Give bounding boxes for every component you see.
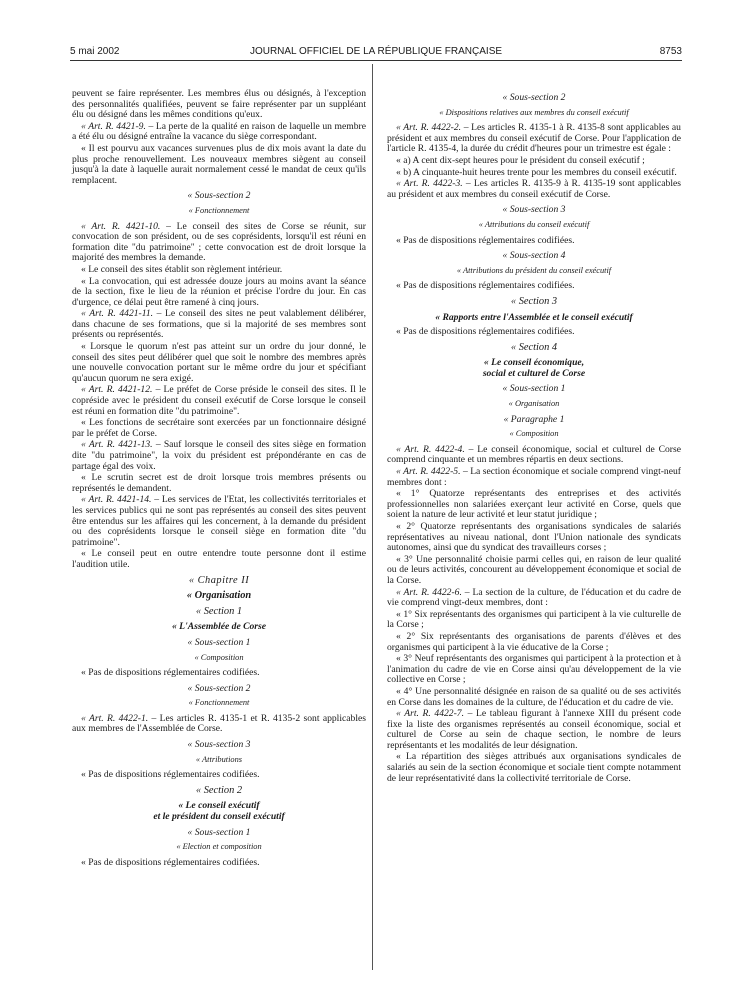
article-text: – Le conseil des sites de Corse se réunit, sur convocation de son président, ou de ses coprésidents, lorsqu'il est réuni en formation dite "du patrimoine" ; cette convocation est de droit lorsque la majorité des membres la demande. [72,220,366,264]
subsection-title: « Attributions [195,754,243,764]
article-text: – La perte de la qualité en raison de laquelle un membre a été élu ou désigné entraîne la vacance du siège correspondant. [72,120,366,143]
paragraph-heading: « Paragraphe 1 [503,413,565,425]
subsection-heading: « Sous-section 2 [502,92,566,103]
article-paragraph [72,440,366,472]
right-column [387,93,681,785]
paragraph: « Pas de dispositions réglementaires codifiées. [396,234,575,246]
paragraph: « Il est pourvu aux vacances survenues plus de dix mois avant la date du plus proche renouvellement. Les nouveaux membres siègent au conseil jusqu'à la date à laquelle aurait normalement cessé le mandat de ceux qu'ils remplacent. [72,142,366,186]
subsection-title: « Fonctionnement [188,205,250,215]
article-text: – La section économique et sociale comprend vingt-neuf membres dont : [387,466,681,488]
paragraph: « 2° Quatorze représentants des organisations syndicales de salariés représentatives au niveau national, dont l'Union nationale des syndicats autonomes, ainsi que du syndicat des travailleurs corses ; [387,521,681,554]
section-heading: « Section 3 [510,295,558,307]
article-ref: « Art. R. 4421-11. [81,308,154,320]
article-text: – La section de la culture, de l'éducation et du cadre de vie comprend vingt-deux membres, dont : [387,586,681,609]
article-paragraph [72,122,366,143]
article-paragraph [72,714,366,735]
chapter-heading: « Chapitre II [188,574,250,586]
left-column [72,89,366,869]
article-paragraph [387,179,681,200]
article-ref: « Art. R. 4421-12. [81,384,153,396]
article-paragraph [387,123,681,155]
article-paragraph [387,445,681,466]
paragraph: « 3° Une personnalité choisie parmi celles qui, en raison de leur qualité ou de leurs activités, concourent au développement économique et social de la Corse. [387,553,681,586]
subsection-title: « Composition [194,652,244,662]
section-title-line2: social et culturel de Corse [482,367,586,379]
article-ref: « Art. R. 4422-2. [396,122,462,134]
article-text: – Les articles R. 4135-1 et R. 4135-2 sont applicables aux membres de l'Assemblée de Corse. [72,712,366,735]
paragraph: « Pas de dispositions réglementaires codifiées. [396,280,575,292]
article-paragraph [387,467,681,488]
subsection-title: « Dispositions relatives aux membres du conseil exécutif [439,107,629,117]
subsection-title: « Attributions du conseil exécutif [478,219,590,229]
paragraph: « Le conseil des sites établit son règlement intérieur. [81,263,283,275]
subsection-title: « Election et composition [176,842,262,852]
subsection-heading: « Sous-section 1 [187,826,251,838]
paragraph: « 2° Six représentants des organisations de parents d'élèves et des organismes qui participent à la vie éducative de la Corse ; [387,630,681,653]
subsection-heading: « Sous-section 1 [502,383,566,395]
section-title: « Rapports entre l'Assemblée et le conseil exécutif [435,311,633,323]
subsection-title: « Attributions du président du conseil exécutif [456,265,612,275]
article-ref: « Art. R. 4422-5. [396,466,461,478]
paragraph: « La convocation, qui est adressée douze jours au moins avant la séance de la section, fixe le lieu de la réunion et précise l'ordre du jour. En cas d'urgence, ce délai peut être ramené à cinq jours. [72,275,366,308]
article-ref: « Art. R. 4422-3. [396,178,463,190]
header-title: JOURNAL OFFICIEL DE LA RÉPUBLIQUE FRANÇAISE [249,46,503,57]
article-text: – Le conseil des sites ne peut valablement délibérer, dans chacune de ses formations, que si la majorité de ses membres sont présents ou représentés. [72,308,366,341]
section-heading: « Section 2 [195,784,243,796]
article-ref: « Art. R. 4421-10. [81,220,161,232]
header-rule [70,60,682,61]
subsection-title: « Organisation [508,399,560,409]
section-title: « Le conseil exécutif [178,800,260,812]
article-ref: « Art. R. 4422-4. [396,443,465,455]
article-ref: « Art. R. 4421-14. [81,494,152,506]
article-text: – Les articles R. 4135-9 à R. 4135-19 sont applicables au président et aux membres du conseil exécutif de Corse. [387,178,681,200]
subsection-heading: « Sous-section 2 [187,190,251,202]
article-ref: « Art. R. 4421-9. [81,120,146,132]
article-paragraph [72,222,366,264]
section-title: « L'Assemblée de Corse [171,621,267,633]
section-title: « Le conseil économique, [483,357,585,369]
article-paragraph [72,385,366,417]
article-text: – Les articles R. 4135-1 à R. 4135-8 sont applicables au président et aux membres du conseil exécutif de Corse. Pour l'application de l'article R. 4135-4, la durée du crédit d'heures pour un trimestre est égale : [387,122,681,155]
paragraph: « a) A cent dix-sept heures pour le président du conseil exécutif ; [396,154,645,166]
article-ref: « Art. R. 4421-13. [81,439,153,451]
paragraph: « 4° Une personnalité désignée en raison de sa qualité ou de ses activités en Corse dans les domaines de la culture, de l'éducation et du cadre de vie. [387,685,681,708]
article-paragraph [72,309,366,341]
chapter-title: « Organisation [186,590,252,602]
paragraph: « 1° Quatorze représentants des entreprises et des activités professionnelles non salariées exerçant leur activité en Corse, quels que soient la nature de leur activité et leur statut juridique ; [387,488,681,521]
section-title-line2: et le président du conseil exécutif [153,811,285,823]
paragraph: « Pas de dispositions réglementaires codifiées. [81,856,260,868]
section-heading: « Section 4 [510,341,558,353]
paragraph: « Lorsque le quorum n'est pas atteint sur un ordre du jour donné, le conseil des sites peut délibérer quel que soit le nombre des membres après une nouvelle convocation portant sur le même ordre du jour et spécifiant qu'aucun quorum ne sera exigé. [72,341,366,384]
header-page-number: 8753 [659,46,682,57]
subsection-heading: « Sous-section 4 [502,250,566,262]
subsection-heading: « Sous-section 3 [187,739,251,751]
article-ref: « Art. R. 4422-7. [396,708,464,720]
article-ref: « Art. R. 4422-6. [396,586,462,598]
header-date: 5 mai 2002 [70,46,120,57]
paragraph: « Le conseil peut en outre entendre toute personne dont il estime l'audition utile. [72,548,366,570]
subsection-heading: « Sous-section 2 [187,682,251,694]
article-text: – Le tableau figurant à l'annexe XIII du présent code fixe la liste des organismes représentés au conseil économique, social et culturel de Corse au sein de chaque section, le nombre de leurs représentants et les modalités de leur désignation. [387,708,681,751]
subsection-heading: « Sous-section 1 [187,636,251,648]
paragraph: « 1° Six représentants des organismes qui participent à la vie culturelle de la Corse ; [387,608,681,631]
paragraph: « La répartition des sièges attribués aux organisations syndicales de salariés au sein de la section économique et sociale tient compte notamment de leur représentativité dans la collectivité territoriale de Corse. [387,751,681,784]
section-heading: « Section 1 [195,605,243,617]
paragraph-title: « Composition [509,429,559,439]
article-text: – Les services de l'Etat, les collectivités territoriales et les services publics qui ne sont pas représentés au conseil des sites peuvent être entendus sur les affaires qui les concernent, à la demande du président ou des coprésidents lorsque le conseil siège en formation dite "du patrimoine". [72,494,366,548]
paragraph: « Pas de dispositions réglementaires codifiées. [81,667,260,679]
article-text: – Le préfet de Corse préside le conseil des sites. Il le copréside avec le président du conseil exécutif de Corse lorsque le conseil est réuni en formation dite "du patrimoine". [72,384,366,417]
article-text: – Le conseil économique, social et culturel de Corse comprend cinquante et un membres répartis en deux sections. [387,443,681,466]
paragraph: « 3° Neuf représentants des organismes qui participent à la protection et à l'animation du cadre de vie en Corse ainsi qu'au développement de la vie collective en Corse ; [387,653,681,686]
article-paragraph [387,588,681,609]
paragraph: « Les fonctions de secrétaire sont exercées par un fonctionnaire désigné par le préfet de Corse. [72,417,366,439]
column-divider [372,64,373,970]
paragraph: « Le scrutin secret est de droit lorsque trois membres présents ou représentés le demandent. [72,472,366,494]
paragraph: « Pas de dispositions réglementaires codifiées. [81,769,260,781]
paragraph: peuvent se faire représenter. Les membres élus ou désignés, à l'exception des personnalités qualifiées, peuvent se faire représenter par un suppléant élu ou désigné dans les mêmes conditions qu'eux. [72,88,366,121]
paragraph: « b) A cinquante-huit heures trente pour les membres du conseil exécutif. [396,166,677,178]
article-ref: « Art. R. 4422-1. [81,712,149,724]
article-paragraph [72,495,366,548]
subsection-heading: « Sous-section 3 [502,204,566,216]
article-text: – Sauf lorsque le conseil des sites siège en formation dite "du patrimoine", la voix du président est prépondérante en cas de partage égal des voix. [72,439,366,472]
article-paragraph [387,709,681,751]
subsection-title: « Fonctionnement [188,698,250,708]
paragraph: « Pas de dispositions réglementaires codifiées. [396,326,575,338]
page-header [70,46,682,60]
